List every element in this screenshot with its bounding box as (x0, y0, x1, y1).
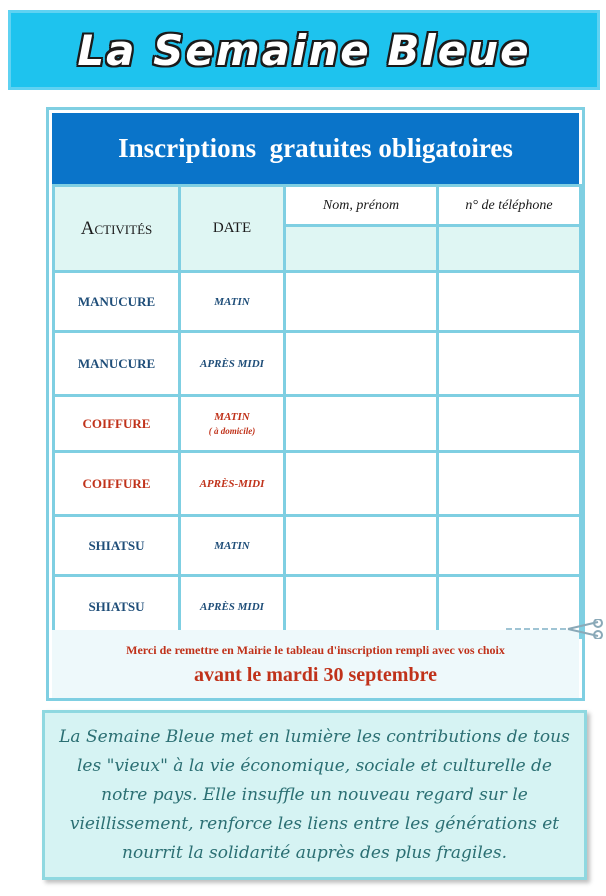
activity-cell: MANUCURE (54, 272, 180, 332)
quote-box (42, 710, 587, 880)
table-row (54, 576, 581, 638)
scissors-icon (506, 619, 604, 639)
date-cell (180, 272, 285, 332)
table-row (54, 452, 581, 516)
table-row (54, 516, 581, 576)
nom-input-cell[interactable] (285, 396, 438, 452)
table-row (54, 272, 581, 332)
date-cell (180, 396, 285, 452)
quote-text: La Semaine Bleue met en lumière les contributions de tous les "vieux" à la vie économique, sociale et culturelle de notre pays. Elle insuffle un nouveau regard sur le vieillissement, renforce les liens entre les générations et nourrit la solidarité auprès des plus fragiles. (59, 726, 570, 863)
page-banner (8, 10, 600, 90)
date-cell (180, 332, 285, 396)
nom-input-cell[interactable] (285, 576, 438, 638)
nom-field-header (285, 226, 438, 272)
nom-input-cell[interactable] (285, 332, 438, 396)
activity-cell: COIFFURE (54, 452, 180, 516)
form-footer (52, 630, 579, 698)
telephone-input-cell[interactable] (438, 516, 581, 576)
footer-instruction: Merci de remettre en Mairie le tableau d'inscription rempli avec vos choix (126, 643, 505, 657)
activity-cell: MANUCURE (54, 332, 180, 396)
date-note: ( à domicile) (208, 426, 256, 436)
telephone-input-cell[interactable] (438, 332, 581, 396)
registration-form (46, 107, 585, 701)
activity-cell: COIFFURE (54, 396, 180, 452)
telephone-input-cell[interactable] (438, 452, 581, 516)
date-cell (180, 452, 285, 516)
date-cell (180, 516, 285, 576)
date-label: MATIN (214, 411, 250, 423)
nom-input-cell[interactable] (285, 272, 438, 332)
telephone-input-cell[interactable] (438, 272, 581, 332)
date-label: MATIN (214, 295, 250, 308)
activity-cell: SHIATSU (54, 576, 180, 638)
date-cell (180, 576, 285, 638)
telephone-input-cell[interactable] (438, 396, 581, 452)
date-label: APRÈS-MIDI (199, 477, 265, 490)
nom-input-cell[interactable] (285, 516, 438, 576)
form-header (52, 113, 579, 184)
header-nom: Nom, prénom (285, 186, 438, 226)
date-label: APRÈS MIDI (200, 600, 264, 613)
page-title: La Semaine Bleue (77, 25, 531, 75)
header-activites: Activités (54, 186, 180, 272)
table-row (54, 332, 581, 396)
date-label: APRÈS MIDI (200, 357, 264, 370)
header-date: DATE (180, 186, 285, 272)
telephone-field-header (438, 226, 581, 272)
date-label: MATIN (214, 539, 250, 552)
nom-input-cell[interactable] (285, 452, 438, 516)
activity-cell: SHIATSU (54, 516, 180, 576)
table-row (54, 396, 581, 452)
footer-deadline: avant le mardi 30 septembre (194, 664, 437, 686)
registration-table (52, 184, 582, 639)
header-telephone: n° de téléphone (438, 186, 581, 226)
form-header-title: Inscriptions gratuites obligatoires (118, 133, 513, 163)
